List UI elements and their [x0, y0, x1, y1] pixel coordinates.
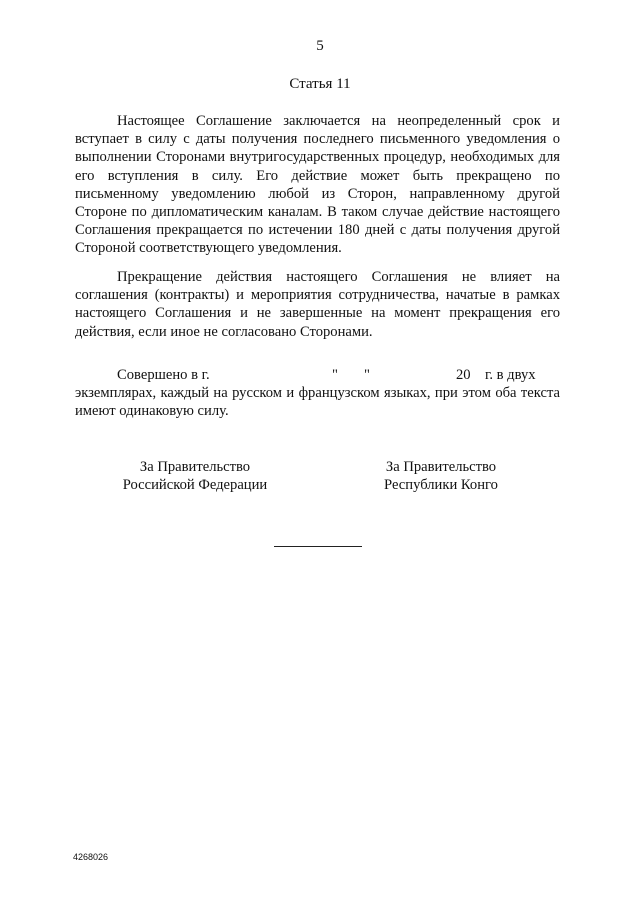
signature-line-1: За Правительство	[139, 459, 251, 475]
signature-block-russia	[85, 458, 305, 494]
signature-line-2: Республики Конго	[384, 477, 498, 493]
signed-continuation: экземплярах, каждый на русском и французском языках, при этом оба текста имеют одинаковую силу.	[75, 385, 560, 420]
signed-tail-text: г. в двух	[485, 367, 536, 383]
signed-lead-text: Совершено в г.	[117, 367, 210, 383]
article-title: Статья 11	[289, 76, 351, 92]
document-code: 4268026	[73, 852, 109, 862]
end-divider-line	[274, 546, 362, 547]
page-number: 5	[316, 38, 324, 54]
signed-place-date-line	[75, 366, 560, 384]
signed-quote-close: "	[364, 367, 370, 383]
signed-quote-open: "	[332, 367, 338, 383]
signed-year: 20	[456, 367, 471, 383]
signature-line-1: За Правительство	[385, 459, 497, 475]
article-paragraph-1: Настоящее Соглашение заключается на неопределенный срок и вступает в силу с даты получения последнего письменного уведомления о выполнении Сторонами внутригосударственных процедур, необходимых для его вступления в силу. Его действие может быть прекращено по письменному уведомлению любой из Сторон, направленному другой Стороне по дипломатическим каналам. В таком случае действие настоящего Соглашения прекращается по истечении 180 дней с даты получения другой Стороной соответствующего уведомления.	[75, 113, 560, 257]
signature-line-2: Российской Федерации	[122, 477, 268, 493]
article-paragraph-2: Прекращение действия настоящего Соглашения не влияет на соглашения (контракты) и мероприятия сотрудничества, начатые в рамках настоящего Соглашения и не завершенные на момент прекращения его действия, если иное не согласовано Сторонами.	[75, 269, 560, 340]
signature-block-congo	[331, 458, 551, 494]
